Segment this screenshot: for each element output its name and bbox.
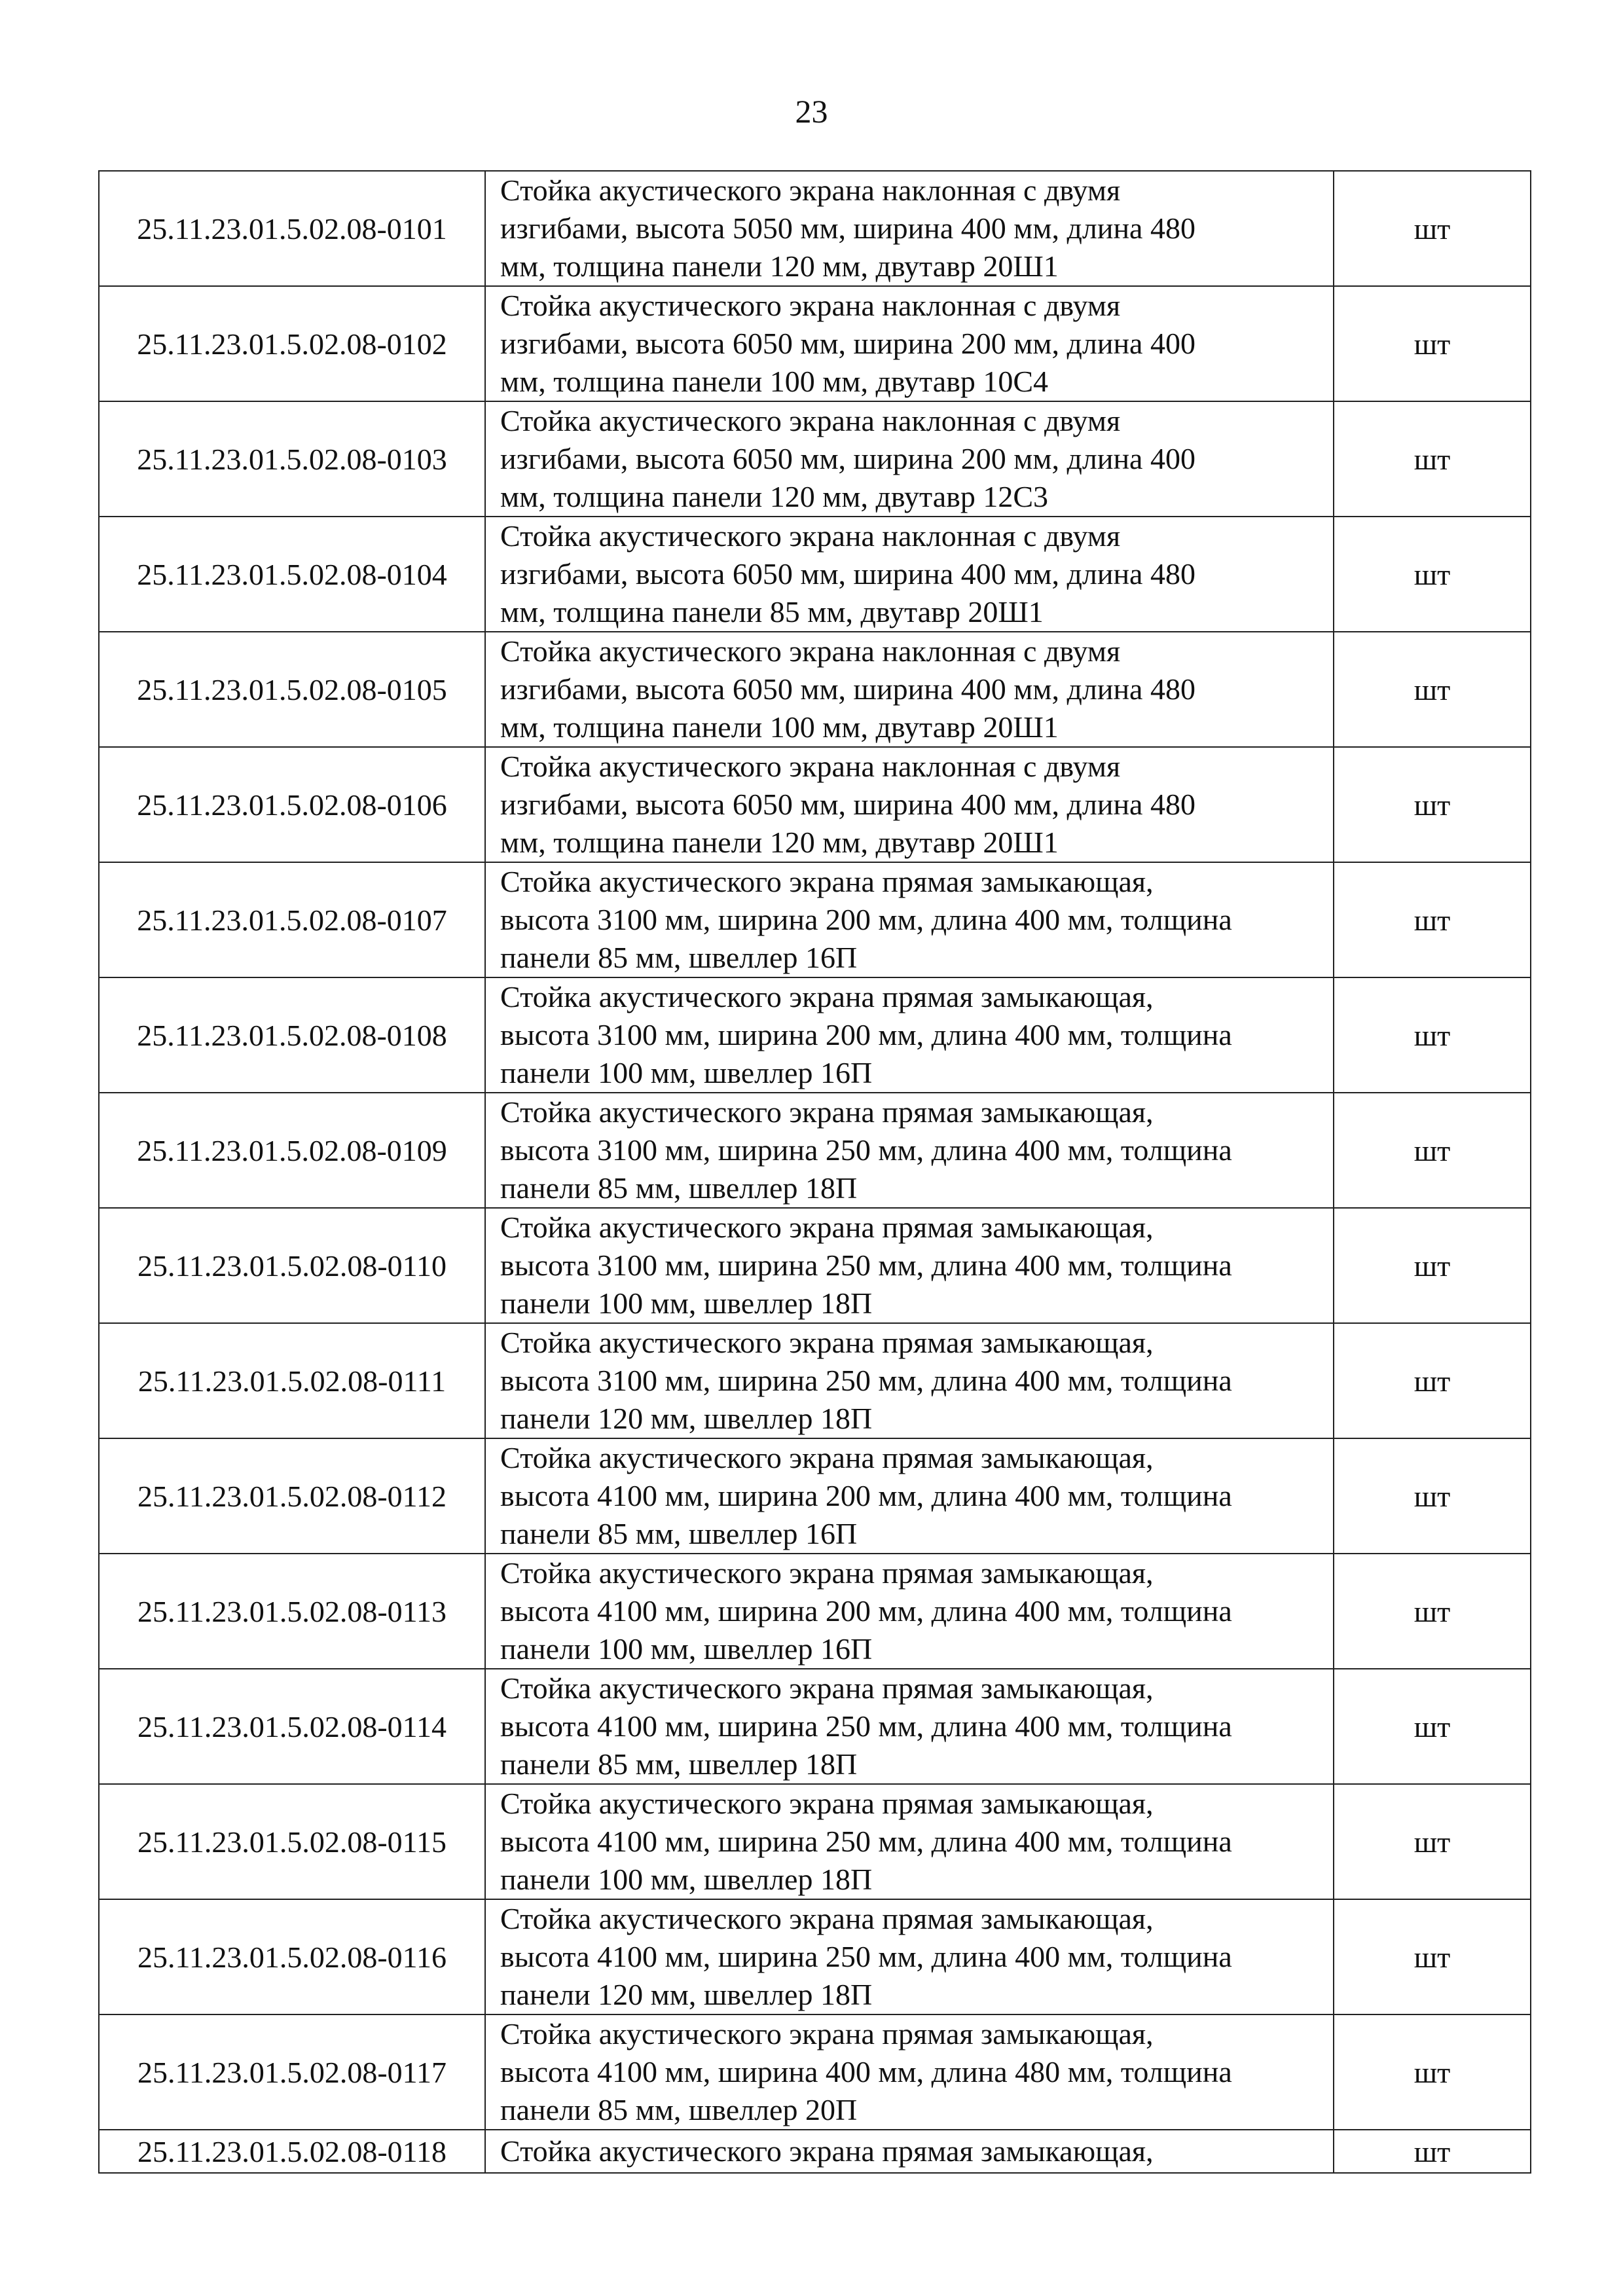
description-line: мм, толщина панели 85 мм, двутавр 20Ш1 <box>500 595 1044 629</box>
resource-code-cell: 25.11.23.01.5.02.08-0116 <box>99 1899 485 2014</box>
table-row <box>99 2014 1531 2130</box>
resource-code-cell: 25.11.23.01.5.02.08-0117 <box>99 2014 485 2130</box>
resource-code-cell: 25.11.23.01.5.02.08-0115 <box>99 1784 485 1899</box>
description-line: Стойка акустического экрана прямая замыкающая, <box>500 1211 1154 1244</box>
description-line: изгибами, высота 6050 мм, ширина 200 мм, длина 400 <box>500 442 1195 475</box>
unit-cell: шт <box>1334 1899 1531 2014</box>
description-line: Стойка акустического экрана прямая замыкающая, <box>500 980 1154 1013</box>
description-line: Стойка акустического экрана прямая замыкающая, <box>500 1095 1154 1129</box>
resource-description-cell <box>485 977 1334 1093</box>
resource-description-cell <box>485 1093 1334 1208</box>
description-line: мм, толщина панели 120 мм, двутавр 12С3 <box>500 480 1049 513</box>
description-line: изгибами, высота 5050 мм, ширина 400 мм, длина 480 <box>500 211 1195 245</box>
unit-cell: шт <box>1334 286 1531 401</box>
description-line: Стойка акустического экрана наклонная с двумя <box>500 289 1121 322</box>
description-line: высота 4100 мм, ширина 250 мм, длина 400 мм, толщина <box>500 1709 1232 1743</box>
table-row <box>99 1669 1531 1784</box>
description-line: Стойка акустического экрана прямая замыкающая, <box>500 2134 1154 2168</box>
resource-description-cell <box>485 286 1334 401</box>
unit-cell: шт <box>1334 862 1531 977</box>
description-line: панели 85 мм, швеллер 18П <box>500 1171 858 1205</box>
description-line: Стойка акустического экрана наклонная с двумя <box>500 404 1121 437</box>
resource-description-cell <box>485 171 1334 286</box>
unit-cell: шт <box>1334 1554 1531 1669</box>
description-line: Стойка акустического экрана прямая замыкающая, <box>500 2017 1154 2050</box>
unit-cell: шт <box>1334 401 1531 517</box>
resource-code-cell: 25.11.23.01.5.02.08-0111 <box>99 1323 485 1438</box>
resource-code-cell: 25.11.23.01.5.02.08-0103 <box>99 401 485 517</box>
table-row <box>99 2130 1531 2173</box>
description-line: панели 100 мм, швеллер 18П <box>500 1863 873 1896</box>
description-line: высота 4100 мм, ширина 250 мм, длина 400 мм, толщина <box>500 1940 1232 1973</box>
unit-cell: шт <box>1334 2130 1531 2173</box>
resource-code-cell: 25.11.23.01.5.02.08-0102 <box>99 286 485 401</box>
description-line: мм, толщина панели 120 мм, двутавр 20Ш1 <box>500 826 1059 859</box>
page-number: 23 <box>795 93 828 130</box>
description-line: панели 100 мм, швеллер 16П <box>500 1632 873 1666</box>
description-line: Стойка акустического экрана прямая замыкающая, <box>500 1787 1154 1820</box>
description-line: Стойка акустического экрана наклонная с двумя <box>500 173 1121 207</box>
description-line: панели 120 мм, швеллер 18П <box>500 1978 873 2011</box>
description-line: мм, толщина панели 120 мм, двутавр 20Ш1 <box>500 249 1059 283</box>
table-row <box>99 632 1531 747</box>
resource-description-cell <box>485 1323 1334 1438</box>
unit-cell: шт <box>1334 1323 1531 1438</box>
table-row <box>99 1208 1531 1323</box>
description-line: панели 120 мм, швеллер 18П <box>500 1402 873 1435</box>
table-row <box>99 401 1531 517</box>
description-line: панели 85 мм, швеллер 16П <box>500 1517 858 1550</box>
resource-description-cell <box>485 632 1334 747</box>
description-line: панели 85 мм, швеллер 20П <box>500 2093 858 2126</box>
resource-code-cell: 25.11.23.01.5.02.08-0112 <box>99 1438 485 1554</box>
resource-description-cell <box>485 747 1334 862</box>
description-line: панели 85 мм, швеллер 18П <box>500 1747 858 1781</box>
description-line: высота 4100 мм, ширина 400 мм, длина 480 мм, толщина <box>500 2055 1232 2088</box>
resource-code-cell: 25.11.23.01.5.02.08-0108 <box>99 977 485 1093</box>
table-row <box>99 1784 1531 1899</box>
description-line: высота 4100 мм, ширина 200 мм, длина 400 мм, толщина <box>500 1594 1232 1628</box>
unit-cell: шт <box>1334 171 1531 286</box>
unit-cell: шт <box>1334 1208 1531 1323</box>
description-line: высота 3100 мм, ширина 200 мм, длина 400 мм, толщина <box>500 1018 1232 1051</box>
description-line: высота 4100 мм, ширина 250 мм, длина 400 мм, толщина <box>500 1825 1232 1858</box>
description-line: изгибами, высота 6050 мм, ширина 400 мм, длина 480 <box>500 672 1195 706</box>
table-row <box>99 747 1531 862</box>
table-row <box>99 1093 1531 1208</box>
description-line: Стойка акустического экрана прямая замыкающая, <box>500 1902 1154 1935</box>
resource-code-cell: 25.11.23.01.5.02.08-0105 <box>99 632 485 747</box>
table-row <box>99 517 1531 632</box>
unit-cell: шт <box>1334 1093 1531 1208</box>
unit-cell: шт <box>1334 1438 1531 1554</box>
table-body <box>99 171 1531 2173</box>
table-row <box>99 171 1531 286</box>
description-line: Стойка акустического экрана наклонная с двумя <box>500 750 1121 783</box>
unit-cell: шт <box>1334 2014 1531 2130</box>
description-line: изгибами, высота 6050 мм, ширина 200 мм, длина 400 <box>500 327 1195 360</box>
description-line: Стойка акустического экрана прямая замыкающая, <box>500 865 1154 898</box>
table-row <box>99 1554 1531 1669</box>
unit-cell: шт <box>1334 977 1531 1093</box>
description-line: Стойка акустического экрана наклонная с двумя <box>500 634 1121 668</box>
resource-description-cell <box>485 1554 1334 1669</box>
unit-cell: шт <box>1334 747 1531 862</box>
description-line: высота 3100 мм, ширина 250 мм, длина 400 мм, толщина <box>500 1248 1232 1282</box>
resource-description-cell <box>485 2130 1334 2173</box>
table-row <box>99 1438 1531 1554</box>
resource-description-cell <box>485 1669 1334 1784</box>
table-row <box>99 1323 1531 1438</box>
unit-cell: шт <box>1334 632 1531 747</box>
resource-code-cell: 25.11.23.01.5.02.08-0118 <box>99 2130 485 2173</box>
resource-code-cell: 25.11.23.01.5.02.08-0107 <box>99 862 485 977</box>
resource-description-cell <box>485 1784 1334 1899</box>
resource-code-table <box>98 170 1531 2174</box>
resource-code-cell: 25.11.23.01.5.02.08-0113 <box>99 1554 485 1669</box>
resource-code-cell: 25.11.23.01.5.02.08-0106 <box>99 747 485 862</box>
description-line: Стойка акустического экрана наклонная с двумя <box>500 519 1121 553</box>
description-line: панели 100 мм, швеллер 16П <box>500 1056 873 1089</box>
table-row <box>99 862 1531 977</box>
table-row <box>99 286 1531 401</box>
resource-description-cell <box>485 2014 1334 2130</box>
description-line: панели 100 мм, швеллер 18П <box>500 1286 873 1320</box>
description-line: высота 3100 мм, ширина 250 мм, длина 400 мм, толщина <box>500 1364 1232 1397</box>
unit-cell: шт <box>1334 1784 1531 1899</box>
resource-code-cell: 25.11.23.01.5.02.08-0109 <box>99 1093 485 1208</box>
resource-description-cell <box>485 1208 1334 1323</box>
resource-description-cell <box>485 1899 1334 2014</box>
resource-code-cell: 25.11.23.01.5.02.08-0104 <box>99 517 485 632</box>
description-line: изгибами, высота 6050 мм, ширина 400 мм, длина 480 <box>500 557 1195 591</box>
description-line: панели 85 мм, швеллер 16П <box>500 941 858 974</box>
resource-description-cell <box>485 1438 1334 1554</box>
unit-cell: шт <box>1334 1669 1531 1784</box>
description-line: Стойка акустического экрана прямая замыкающая, <box>500 1556 1154 1590</box>
description-line: высота 3100 мм, ширина 200 мм, длина 400 мм, толщина <box>500 903 1232 936</box>
description-line: высота 4100 мм, ширина 200 мм, длина 400 мм, толщина <box>500 1479 1232 1512</box>
description-line: мм, толщина панели 100 мм, двутавр 10С4 <box>500 365 1049 398</box>
unit-cell: шт <box>1334 517 1531 632</box>
description-line: изгибами, высота 6050 мм, ширина 400 мм, длина 480 <box>500 788 1195 821</box>
table-row <box>99 1899 1531 2014</box>
resource-code-cell: 25.11.23.01.5.02.08-0110 <box>99 1208 485 1323</box>
resource-description-cell <box>485 401 1334 517</box>
resource-description-cell <box>485 862 1334 977</box>
resource-description-cell <box>485 517 1334 632</box>
description-line: высота 3100 мм, ширина 250 мм, длина 400 мм, толщина <box>500 1133 1232 1167</box>
description-line: мм, толщина панели 100 мм, двутавр 20Ш1 <box>500 710 1059 744</box>
description-line: Стойка акустического экрана прямая замыкающая, <box>500 1441 1154 1474</box>
resource-code-cell: 25.11.23.01.5.02.08-0101 <box>99 171 485 286</box>
resource-code-cell: 25.11.23.01.5.02.08-0114 <box>99 1669 485 1784</box>
description-line: Стойка акустического экрана прямая замыкающая, <box>500 1326 1154 1359</box>
description-line: Стойка акустического экрана прямая замыкающая, <box>500 1671 1154 1705</box>
table-row <box>99 977 1531 1093</box>
